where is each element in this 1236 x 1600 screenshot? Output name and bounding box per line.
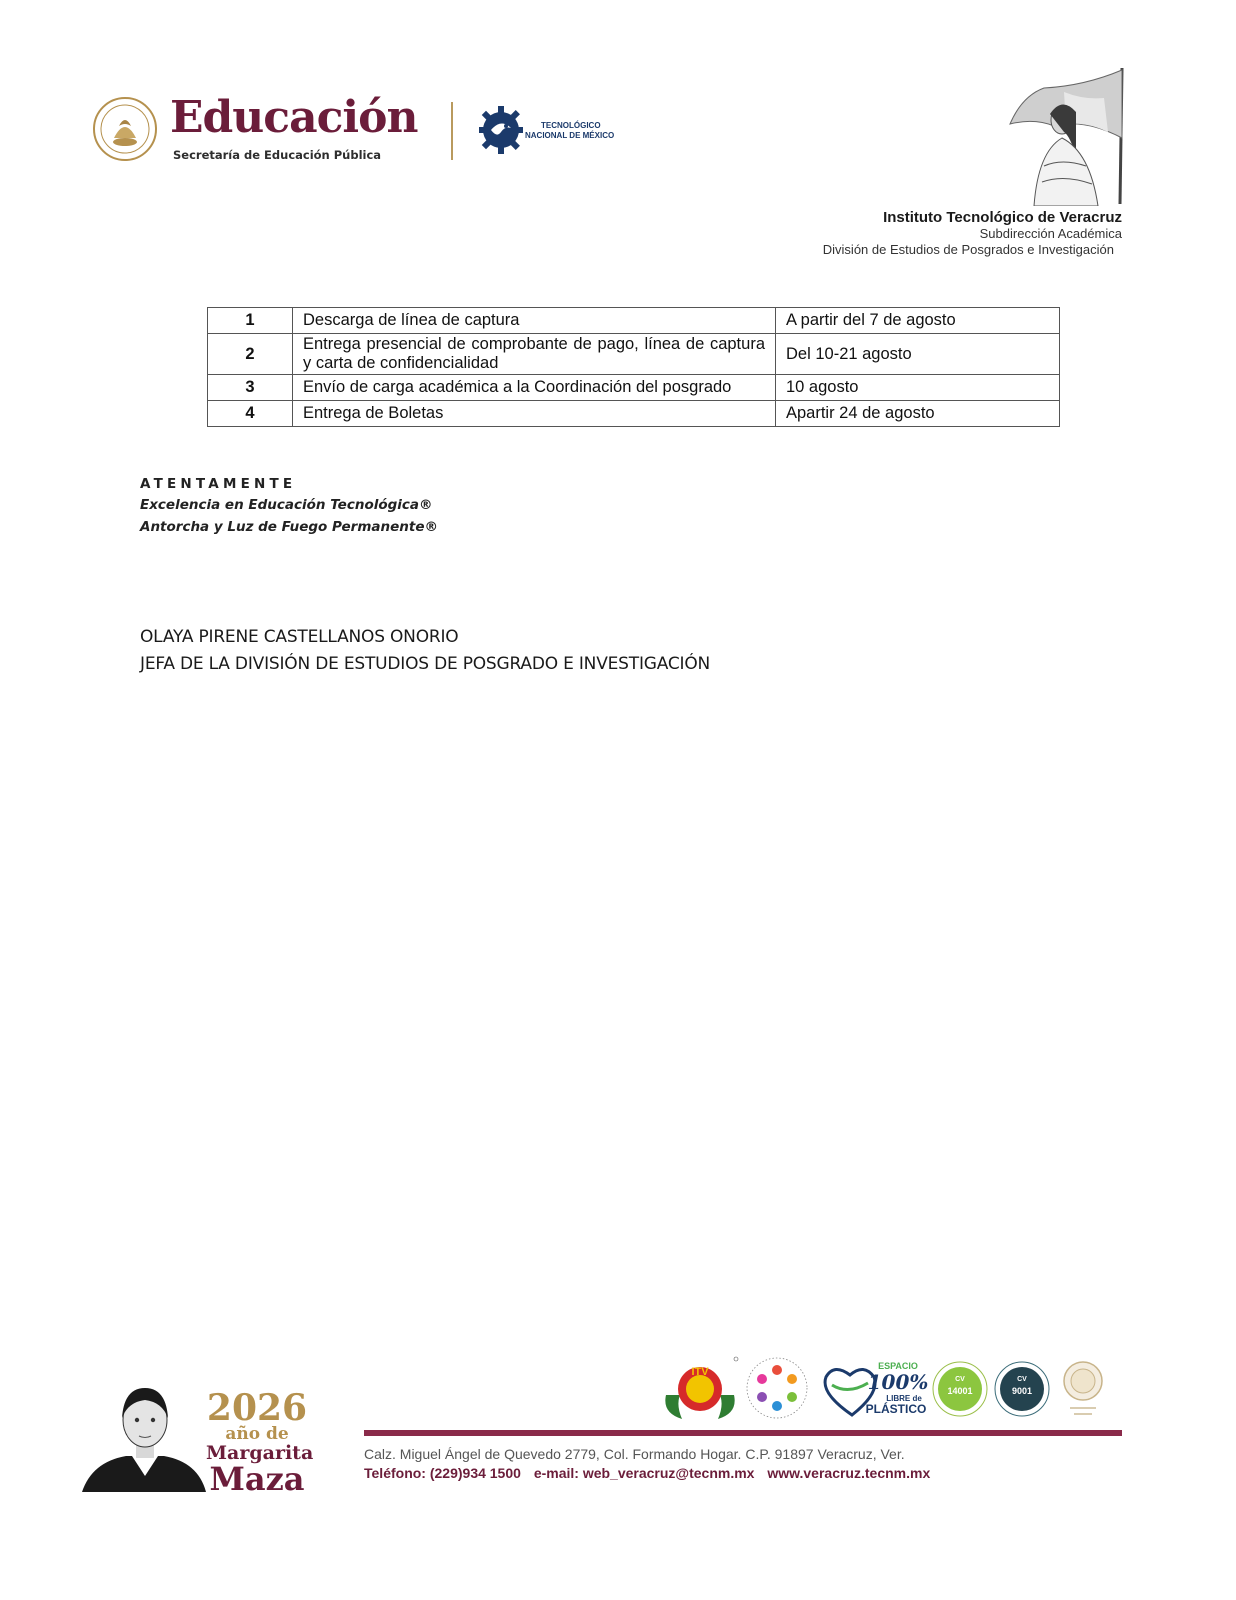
table-row [208,308,1060,334]
tecnm-wordmark [525,121,614,141]
mexico-coat-of-arms-seal [92,96,158,162]
row-number: 3 [208,375,293,401]
hundred-percent-label: 100% [867,1370,928,1394]
libre-label: LIBRE de [886,1394,922,1403]
plastic-free-space-badge-icon [818,1355,928,1421]
row-activity: Envío de carga académica a la Coordinación del posgrado [293,375,776,401]
row-activity: Entrega de Boletas [293,401,776,427]
signer-name: OLAYA PIRENE CASTELLANOS ONORIO [140,627,459,647]
iso-9001-badge-icon [994,1355,1050,1421]
footer-rule [364,1430,1122,1436]
margarita-maza-portrait [82,1380,208,1492]
iso9001-cv-label: CV [1017,1376,1027,1383]
row-number: 4 [208,401,293,427]
motto-line-2: Antorcha y Luz de Fuego Permanente® [140,519,439,535]
institution-name: Instituto Tecnológico de Veracruz [883,209,1122,226]
division-name: División de Estudios de Posgrados e Investigación [822,242,1114,257]
row-activity: Descarga de línea de captura [293,308,776,334]
education-wordmark: Educación [170,92,418,143]
iso-14001-badge-icon [932,1355,988,1421]
iso14001-cv-label: CV [955,1376,965,1383]
row-number: 1 [208,308,293,334]
row-date: Apartir 24 de agosto [776,401,1060,427]
honoree-first-name: Margarita [206,1442,314,1464]
atentamente-heading: ATENTAMENTE [140,476,297,492]
itv-label: ITV [691,1366,709,1378]
schedule-table [207,307,1060,427]
institution-block [823,210,1122,258]
footer-address: Calz. Miguel Ángel de Quevedo 2779, Col. Formando Hogar. C.P. 91897 Veracruz, Ver. [364,1446,905,1462]
iso14001-label: 14001 [947,1386,973,1396]
year-subtitle: año de [225,1424,289,1444]
quality-certification-seal-icon [1060,1355,1106,1421]
subdirection-name: Subdirección Académica [979,226,1122,241]
signer-title: JEFA DE LA DIVISIÓN DE ESTUDIOS DE POSGRADO E INVESTIGACIÓN [140,654,711,674]
education-subtitle: Secretaría de Educación Pública [173,148,382,162]
motto-line-1: Excelencia en Educación Tecnológica® [140,497,433,513]
row-number: 2 [208,334,293,375]
tecnm-gear-logo-icon [479,102,523,158]
flag-bearer-illustration [1004,66,1138,206]
row-date: 10 agosto [776,375,1060,401]
espacio-label: ESPACIO [878,1361,918,1371]
itv-emblem-icon [660,1355,740,1421]
tecnm-line1: TECNOLÓGICO [541,121,601,130]
header-divider [451,102,453,160]
commemorative-year: 2026 [206,1387,308,1429]
plastico-label: PLÁSTICO [865,1402,927,1416]
tecnm-line2: NACIONAL DE MÉXICO [525,131,615,140]
iso9001-label: 9001 [1011,1386,1033,1396]
table-row [208,401,1060,427]
gender-equality-norm-icon [744,1355,810,1421]
table-row [208,334,1060,375]
footer-contact-line [364,1465,939,1481]
commemorative-year-block [206,1387,314,1498]
table-row [208,375,1060,401]
footer-phone: Teléfono: (229)934 1500 [364,1465,521,1481]
footer-website[interactable]: www.veracruz.tecnm.mx [767,1465,931,1481]
row-date: Del 10-21 agosto [776,334,1060,375]
honoree-last-name: Maza [209,1460,305,1498]
footer-email[interactable]: e-mail: web_veracruz@tecnm.mx [533,1465,755,1481]
row-date: A partir del 7 de agosto [776,308,1060,334]
row-activity: Entrega presencial de comprobante de pago, línea de captura y carta de confidencialidad [293,334,776,375]
